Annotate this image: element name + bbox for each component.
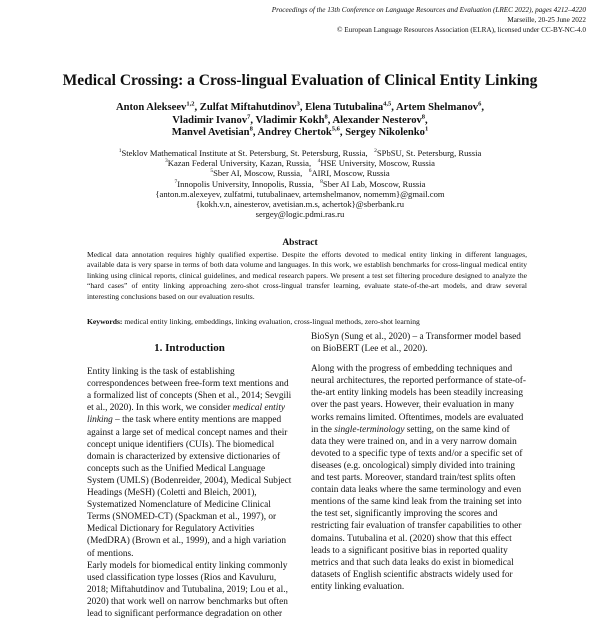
abstract-text: Medical data annotation requires highly qualified expertise. Despite the efforts devoted to medical entity linking in different languages, available data is very sparse in terms of both data volume and languages. In this work, we establish benchmarks for cross-lingual medical entity linking using clinical reports, clinical guidelines, and medical research papers. We present a test set filtering procedure designed to analyze the “hard cases” of entity linking approaching zero-shot cross-lingual transfer learning, evaluate state-of-the-art models, and draw several interesting conclusions based on our evaluation results.	[87, 250, 527, 301]
emphasis: medical entity linking	[87, 403, 286, 426]
affiliation: SPbSU, St. Petersburg, Russia	[376, 148, 482, 158]
author-name: Andrey Chertok	[257, 127, 332, 139]
header-line-1: Proceedings of the 13th Conference on Language Resources and Evaluation (LREC 2022), pages 4212–4220	[271, 6, 586, 14]
affiliation: Innopolis University, Innopolis, Russia	[177, 178, 312, 189]
paper-title: Medical Crossing: a Cross-lingual Evaluation of Clinical Entity Linking	[62, 72, 538, 89]
author-affil-mark: 8	[249, 125, 253, 133]
affiliation: Steklov Mathematical Institute at St. Petersburg, St. Petersburg, Russia	[121, 148, 366, 158]
affiliations: $^1$Steklov Mathematical Institute at St. Petersburg, St. Petersburg, Russia, $^2$SPbSU, St. Petersburg, Russia $^3$Kazan Federal University, Kazan, Russia, $^4$HSE University, Moscow, Russia $^5$Sber AI, Moscow, Russia, $^6$AIRI, Moscow, Russia $^7$Innopolis University, Innopolis, Russia, $^8$Sber AI Lab, Moscow, Russia {anton.m.alexeyev, zulfatmi, tutubalinaev, artemshelmanov, nomemm}@gmail.com {kokh.v.n, ainesterov, avetisian.m.s, achertok}@sberbank.ru sergey@logic.pdmi.ras.ru	[60, 148, 540, 219]
emphasis: single-terminology	[334, 424, 405, 435]
author-affil-mark: 8	[421, 113, 426, 121]
keywords-text: medical entity linking, embeddings, linking evaluation, cross-lingual methods, zero-shot learning	[124, 317, 420, 326]
author-name: Vladimir Ivanov	[172, 114, 248, 126]
author-name: Artem Shelmanov	[396, 102, 479, 113]
author-name: Zulfat Miftahutdinov	[199, 102, 297, 113]
header-line-2: Marseille, 20-25 June 2022	[507, 16, 586, 24]
paragraph: Entity linking is the task of establishing correspondences between free-form text mentions and a formalized list of concepts (Shen et al., 2014; Sevgili et al., 2020). In this work, we consider medical entity linking – the task where entity mentions are mapped against a large set of medical concept names and their concept unique identifiers (CUIs). The biomedical domain is characterized by extensive dictionaries of concepts such as the Unified Medical Language System (UMLS) (Bodenreider, 2004), Medical Subject Headings (MeSH) (Coletti and Bleich, 2001), Systematized Nomenclature of Medicine Clinical Terms (SNOMED-CT) (Spackman et al., 1997), or Medical Dictionary for Regulatory Activities (MedDRA) (Brown et al., 1999), and a high variation of mentions.	[87, 367, 292, 559]
author-name: Sergey Nikolenko	[345, 127, 425, 139]
author-name: Elena Tutubalina	[305, 102, 384, 113]
author-name: Manvel Avetisian	[171, 127, 250, 139]
affiliation: HSE University, Moscow, Russia	[320, 158, 435, 169]
author-name: Alexander Nesterov	[332, 114, 422, 126]
abstract-heading: Abstract	[282, 238, 318, 248]
author-affil-mark: 8	[324, 113, 328, 121]
paragraph: BioSyn (Sung et al., 2020) – a Transformer model based on BioBERT (Lee et al., 2020).	[311, 332, 521, 355]
author-affil-mark: 6	[478, 100, 482, 108]
paragraph: Early models for biomedical entity linking commonly used classification type losses (Rios and Kavuluru, 2018; Miftahutdinov and Tutubalina, 2019; Lou et al., 2020) that work well on narrow benchmarks but often lead to significant performance degradation on other	[87, 560, 288, 619]
affiliation: Sber AI Lab, Moscow, Russia	[322, 178, 426, 189]
affiliation: AIRI, Moscow, Russia	[311, 168, 390, 179]
author-email: {kokh.v.n, ainesterov, avetisian.m.s, achertok}@sberbank.ru	[195, 199, 405, 210]
keywords	[87, 317, 527, 327]
author-name: Anton Alekseev	[115, 102, 187, 113]
author-affil-mark: 5,6	[331, 125, 340, 133]
author-affil-mark: 1,2	[186, 100, 195, 108]
left-column	[87, 338, 292, 620]
section-heading: 1. Introduction	[154, 342, 225, 354]
author-affil-mark: 1	[424, 125, 429, 133]
author-list: Anton Alekseev$^{1,2}$, Zulfat Miftahutdinov$^3$, Elena Tutubalina$^{4,5}$, Artem Shelmanov$^6$, Vladimir Ivanov$^7$, Vladimir Kokh$^8$, Alexander Nesterov$^8$, Manvel Avetisian$^8$, Andrey Chertok$^{5,6}$, Sergey Nikolenko$^1$	[115, 100, 485, 139]
keywords-label: Keywords:	[87, 317, 123, 326]
header-line-3: © European Language Resources Association (ELRA), licensed under CC-BY-NC-4.0	[337, 26, 586, 34]
author-email: sergey@logic.pdmi.ras.ru	[255, 209, 345, 220]
proceedings-header	[226, 5, 586, 35]
right-column	[311, 331, 527, 593]
affiliation: Kazan Federal University, Kazan, Russia	[167, 158, 309, 169]
author-email: {anton.m.alexeyev, zulfatmi, tutubalinaev, artemshelmanov, nomemm}@gmail.com	[155, 188, 445, 199]
author-affil-mark: 7	[247, 113, 251, 121]
author-affil-mark: 3	[296, 100, 300, 108]
paragraph: Along with the progress of embedding techniques and neural architectures, the reported performance of state-of-the-art entity linking models has been steadily increasing over the past years. However, their evaluation in many works remains limited. Oftentimes, models are evaluated in the single-terminology setting, on the same kind of data they were trained on, and in a very narrow domain devoted to a specific type of texts and/or a specific set of diseases (e.g. oncological) simply divided into training and test parts. Moreover, standard train/test splits often contain data leaks where the same terminology and even mentions of the same kind leak from the training set into the test set, significantly improving the scores and restricting fair evaluation of transfer capabilities to other domains. Tutubalina et al. (2020) show that this effect leads to a significant positive bias in reported quality metrics and that such data leaks do exist in biomedical datasets of English scientific abstracts widely used for entity linking evaluation.	[311, 364, 527, 592]
affiliation: Sber AI, Moscow, Russia	[213, 168, 301, 179]
author-name: Vladimir Kokh	[255, 114, 325, 126]
author-affil-mark: 4,5	[383, 100, 392, 108]
